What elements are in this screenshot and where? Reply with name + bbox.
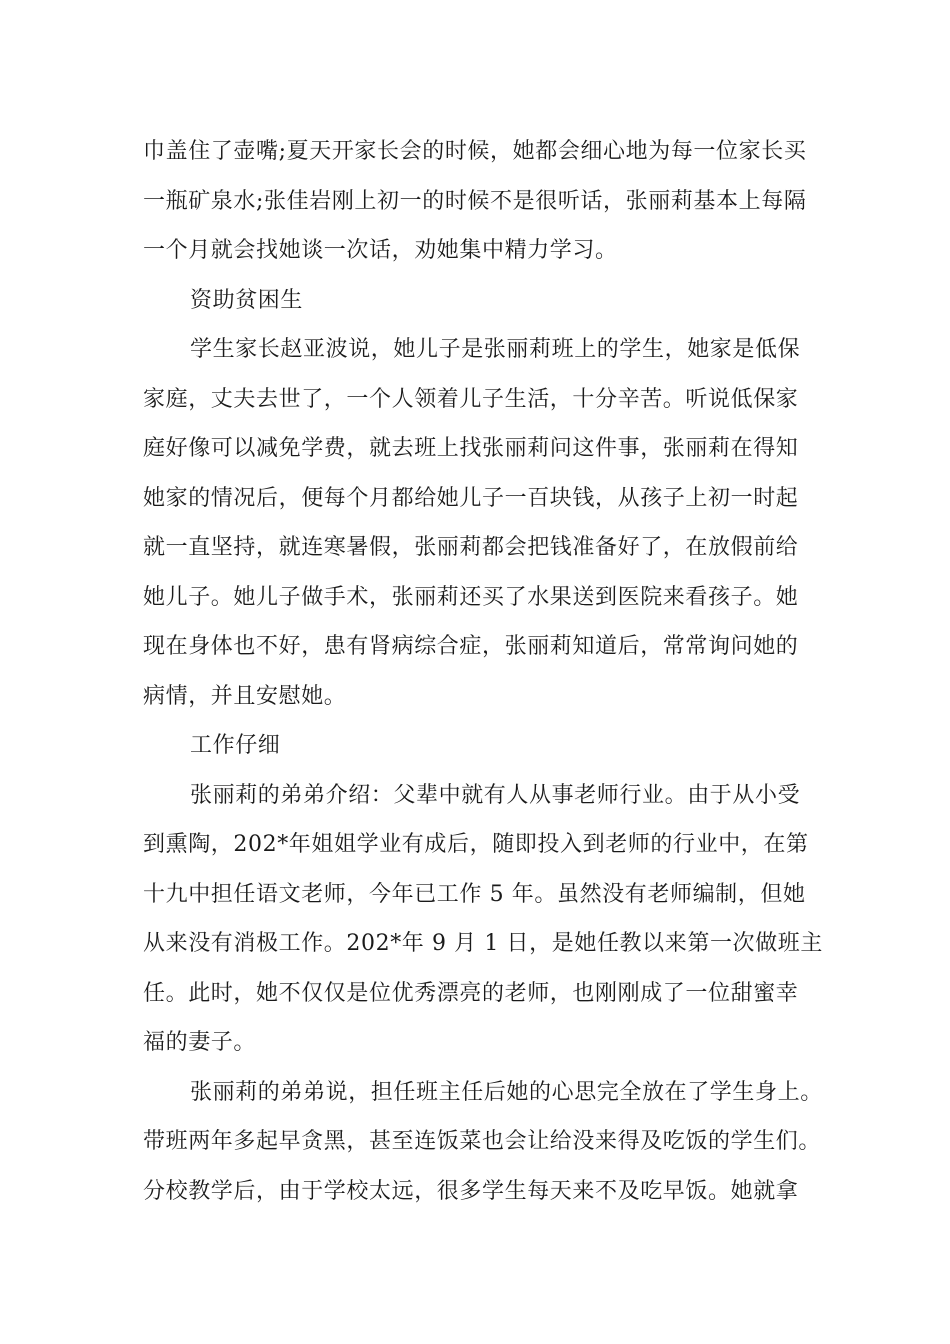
text-line: 现在身体也不好，患有肾病综合症，张丽莉知道后，常常询问她的 xyxy=(143,634,799,659)
text-line: 家庭，丈夫去世了，一个人领着儿子生活，十分辛苦。听说低保家 xyxy=(143,386,799,412)
paragraph-start: 张丽莉的弟弟说，担任班主任后她的心思完全放在了学生身上。 xyxy=(190,1079,823,1105)
text-line: 分校教学后，由于学校太远，很多学生每天来不及吃早饭。她就拿 xyxy=(143,1178,799,1204)
text-line: 一瓶矿泉水;张佳岩刚上初一的时候不是很听话，张丽莉基本上每隔 xyxy=(143,188,807,214)
paragraph-start: 张丽莉的弟弟介绍：父辈中就有人从事老师行业。由于从小受 xyxy=(190,782,801,808)
text-line: 到熏陶，202*年姐姐学业有成后，随即投入到老师的行业中，在第 xyxy=(143,832,809,857)
text-line: 带班两年多起早贪黑，甚至连饭菜也会让给没来得及吃饭的学生们。 xyxy=(143,1129,822,1154)
text-line: 她家的情况后，便每个月都给她儿子一百块钱，从孩子上初一时起 xyxy=(143,485,799,511)
text-line: 她儿子。她儿子做手术，张丽莉还买了水果送到医院来看孩子。她 xyxy=(143,584,799,610)
document-body xyxy=(143,127,823,1216)
text-line: 病情，并且安慰她。 xyxy=(143,683,347,709)
text-line: 一个月就会找她谈一次话，劝她集中精力学习。 xyxy=(143,238,618,263)
text-line: 就一直坚持，就连寒暑假，张丽莉都会把钱准备好了，在放假前给 xyxy=(143,535,799,560)
paragraph-start: 学生家长赵亚波说，她儿子是张丽莉班上的学生，她家是低保 xyxy=(190,337,801,362)
text-line: 福的妻子。 xyxy=(143,1030,257,1055)
section-heading: 资助贫困生 xyxy=(190,287,304,313)
section-heading: 工作仔细 xyxy=(190,733,281,758)
text-line: 从来没有消极工作。202*年 9 月 1 日，是她任教以来第一次做班主 xyxy=(143,931,823,956)
text-line: 庭好像可以减免学费，就去班上找张丽莉问这件事，张丽莉在得知 xyxy=(143,436,799,461)
text-line: 任。此时，她不仅仅是位优秀漂亮的老师，也刚刚成了一位甜蜜幸 xyxy=(143,980,799,1006)
text-line: 巾盖住了壶嘴;夏天开家长会的时候，她都会细心地为每一位家长买 xyxy=(143,139,807,164)
text-line: 十九中担任语文老师，今年已工作 5 年。虽然没有老师编制，但她 xyxy=(143,881,806,907)
